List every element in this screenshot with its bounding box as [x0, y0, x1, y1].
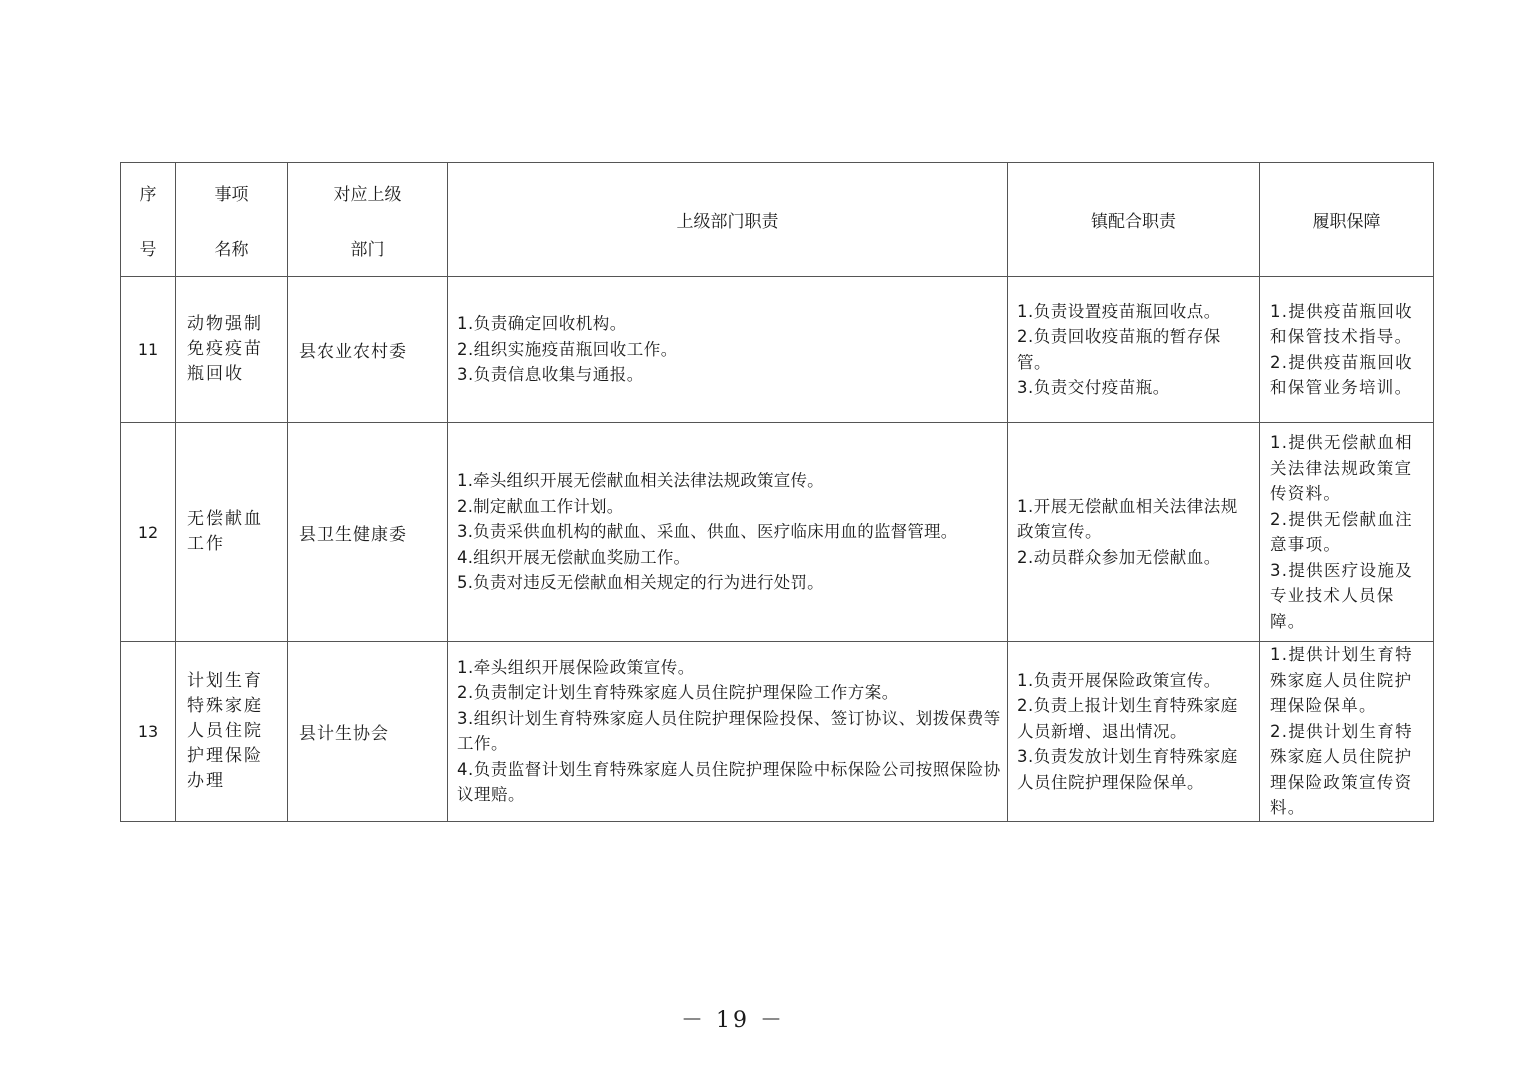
row-superior-dept: 县农业农村委 [288, 277, 448, 423]
guarantee-item: 2.提供计划生育特殊家庭人员住院护理保险政策宣传资料。 [1270, 721, 1413, 817]
header-seq [121, 163, 176, 277]
row-superior-dept: 县计生协会 [288, 642, 448, 822]
header-dept-line2: 部门 [350, 239, 385, 260]
duty-item: 3.负责信息收集与通报。 [457, 365, 644, 385]
row-superior-duties [448, 423, 1008, 642]
header-row [121, 163, 1434, 277]
guarantee-item: 1.提供无偿献血相关法律法规政策宣传资料。 [1270, 433, 1413, 503]
duty-item: 5.负责对违反无偿献血相关规定的行为进行处罚。 [457, 573, 824, 593]
duty-table [120, 162, 1434, 822]
row-item-name: 动物强制免疫疫苗瓶回收 [176, 277, 288, 423]
header-dept-line1: 对应上级 [333, 184, 402, 205]
duty-item: 2.负责制定计划生育特殊家庭人员住院护理保险工作方案。 [457, 683, 899, 703]
duty-item: 2.动员群众参加无偿献血。 [1017, 547, 1221, 567]
duty-item: 1.负责设置疫苗瓶回收点。 [1017, 301, 1221, 321]
row-seq: 12 [121, 423, 176, 642]
guarantee-item: 3.提供医疗设施及专业技术人员保障。 [1270, 560, 1413, 631]
row-town-duties [1008, 423, 1260, 642]
header-dept [288, 163, 448, 277]
duty-item: 1.负责确定回收机构。 [457, 314, 627, 334]
page-number: － 19 － [681, 1008, 785, 1033]
table-row [121, 277, 1434, 423]
row-town-duties [1008, 277, 1260, 423]
header-guarantee: 履职保障 [1260, 163, 1434, 277]
row-item-name: 无偿献血工作 [176, 423, 288, 642]
row-superior-duties [448, 277, 1008, 423]
header-name [176, 163, 288, 277]
table-row [121, 642, 1434, 822]
row-seq: 11 [121, 277, 176, 423]
duty-item: 4.组织开展无偿献血奖励工作。 [457, 547, 691, 567]
duty-item: 2.负责回收疫苗瓶的暂存保管。 [1017, 327, 1221, 372]
guarantee-item: 2.提供疫苗瓶回收和保管业务培训。 [1270, 352, 1413, 397]
header-name-line2: 名称 [214, 239, 249, 260]
duty-item: 3.负责采供血机构的献血、采血、供血、医疗临床用血的监督管理。 [457, 522, 958, 542]
guarantee-item: 1.提供疫苗瓶回收和保管技术指导。 [1270, 301, 1413, 346]
header-superior-duties: 上级部门职责 [448, 163, 1008, 277]
duty-item: 3.负责交付疫苗瓶。 [1017, 378, 1170, 397]
guarantee-item: 2.提供无偿献血注意事项。 [1270, 509, 1413, 554]
row-guarantee [1260, 277, 1434, 423]
row-guarantee [1260, 642, 1434, 822]
row-town-duties [1008, 642, 1260, 822]
row-item-name: 计划生育特殊家庭人员住院护理保险办理 [176, 642, 288, 822]
duty-item: 1.牵头组织开展无偿献血相关法律法规政策宣传。 [457, 471, 824, 491]
duty-item: 4.负责监督计划生育特殊家庭人员住院护理保险中标保险公司按照保险协议理赔。 [457, 759, 1001, 805]
duty-item: 2.组织实施疫苗瓶回收工作。 [457, 339, 678, 359]
table-row [121, 423, 1434, 642]
header-town-duties: 镇配合职责 [1008, 163, 1260, 277]
duty-item: 3.负责发放计划生育特殊家庭人员住院护理保险保单。 [1017, 747, 1238, 792]
row-guarantee [1260, 423, 1434, 642]
row-seq: 13 [121, 642, 176, 822]
row-superior-dept: 县卫生健康委 [288, 423, 448, 642]
header-seq-line1: 序 [139, 184, 157, 205]
duty-item: 1.牵头组织开展保险政策宣传。 [457, 657, 695, 677]
duty-item: 3.组织计划生育特殊家庭人员住院护理保险投保、签订协议、划拨保费等工作。 [457, 708, 1001, 754]
row-superior-duties [448, 642, 1008, 822]
header-seq-line2: 号 [139, 239, 157, 260]
guarantee-item: 1.提供计划生育特殊家庭人员住院护理保险保单。 [1270, 645, 1413, 715]
duty-item: 2.制定献血工作计划。 [457, 496, 624, 516]
duty-item: 1.负责开展保险政策宣传。 [1017, 670, 1221, 690]
header-name-line1: 事项 [214, 184, 249, 205]
duty-item: 2.负责上报计划生育特殊家庭人员新增、退出情况。 [1017, 696, 1238, 741]
duty-item: 1.开展无偿献血相关法律法规政策宣传。 [1017, 496, 1238, 542]
